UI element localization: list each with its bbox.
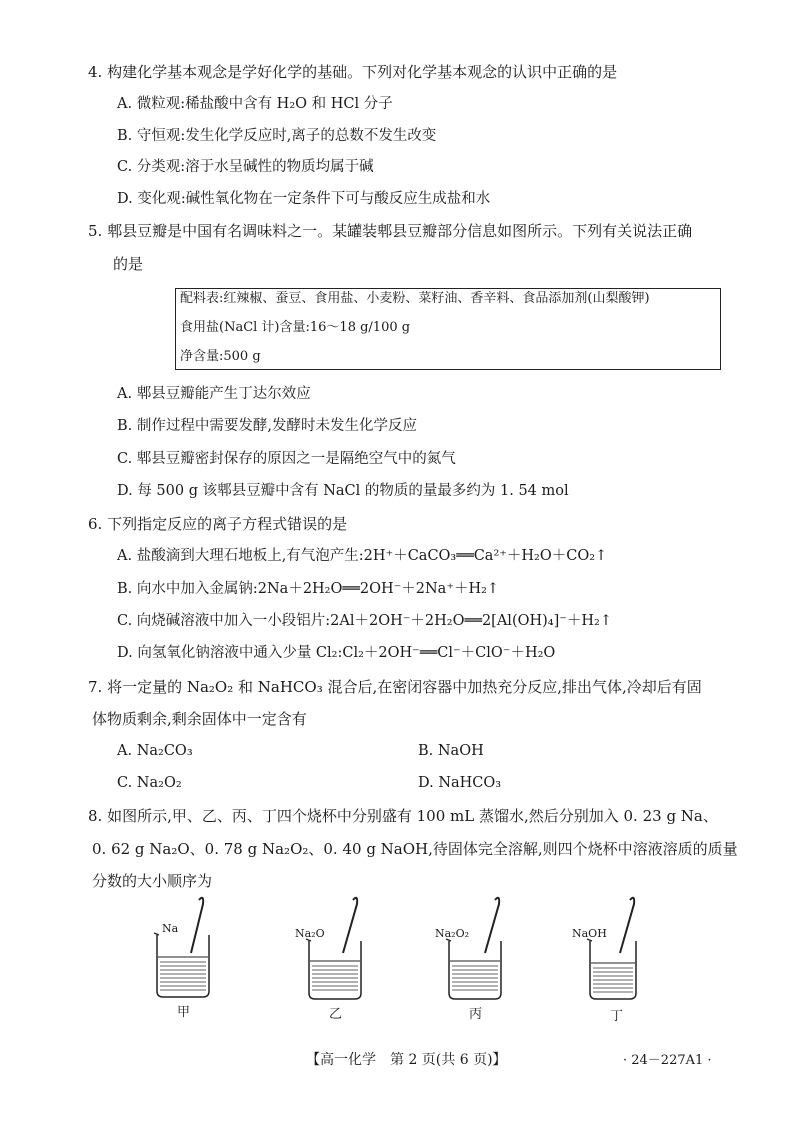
beaker-jia-reagent: Na [162, 922, 179, 935]
q7-option-d: D. NaHCO₃ [418, 775, 502, 791]
q7-stem-line2: 体物质剩余,剩余固体中一定含有 [92, 710, 307, 728]
ingredient-list: 配料表:红辣椒、蚕豆、食用盐、小麦粉、菜籽油、香辛料、食品添加剂(山梨酸钾) [180, 291, 650, 306]
net-content: 净含量:500 g [180, 349, 261, 364]
q5-option-a: A. 郫县豆瓣能产生丁达尔效应 [117, 386, 311, 402]
beaker-ding-drawing [570, 895, 680, 1045]
beaker-bing-label: 丙 [469, 1007, 483, 1022]
q6-stem: 6. 下列指定反应的离子方程式错误的是 [88, 515, 348, 533]
q5-option-c: C. 郫县豆瓣密封保存的原因之一是隔绝空气中的氮气 [117, 451, 456, 467]
beaker-bing [435, 895, 545, 1045]
page-footer-title: 【高一化学 第 2 页(共 6 页)】 [306, 1052, 507, 1068]
beaker-jia [150, 895, 260, 1045]
page-footer-code: · 24－227A1 · [623, 1053, 712, 1068]
q8-stem-line3: 分数的大小顺序为 [92, 872, 213, 890]
q5-option-b: B. 制作过程中需要发酵,发酵时未发生化学反应 [117, 418, 417, 434]
beaker-ding [570, 895, 680, 1045]
q8-stem-line2: 0. 62 g Na₂O、0. 78 g Na₂O₂、0. 40 g NaOH,待固体完全溶解,则四个烧杯中溶液溶质的质量 [92, 840, 738, 858]
beaker-jia-drawing [150, 895, 260, 1045]
q6-option-c: C. 向烧碱溶液中加入一小段铝片:2Al＋2OH⁻＋2H₂O══2[Al(OH)₄]⁻＋H₂↑ [117, 613, 613, 629]
q4-option-a: A. 微粒观:稀盐酸中含有 H₂O 和 HCl 分子 [117, 96, 393, 112]
beaker-bing-reagent: Na₂O₂ [435, 927, 470, 940]
beaker-yi-drawing [295, 895, 405, 1045]
q5-stem-line2: 的是 [113, 255, 144, 273]
beaker-ding-reagent: NaOH [572, 927, 607, 940]
product-info-box [175, 288, 721, 370]
beaker-yi [295, 895, 405, 1045]
q4-option-c: C. 分类观:溶于水呈碱性的物质均属于碱 [117, 159, 374, 175]
beaker-jia-label: 甲 [177, 1005, 191, 1020]
salt-content: 食用盐(NaCl 计)含量:16～18 g/100 g [180, 320, 411, 335]
q7-stem-line1: 7. 将一定量的 Na₂O₂ 和 NaHCO₃ 混合后,在密闭容器中加热充分反应,排出气体,冷却后有固 [88, 678, 702, 696]
q4-stem: 4. 构建化学基本观念是学好化学的基础。下列对化学基本观念的认识中正确的是 [88, 63, 618, 81]
q7-option-b: B. NaOH [418, 743, 484, 759]
q7-option-c: C. Na₂O₂ [117, 775, 182, 791]
q4-option-b: B. 守恒观:发生化学反应时,离子的总数不发生改变 [117, 128, 437, 144]
beaker-yi-label: 乙 [329, 1007, 343, 1022]
beaker-ding-label: 丁 [610, 1009, 624, 1024]
beaker-bing-drawing [435, 895, 545, 1045]
q8-stem-line1: 8. 如图所示,甲、乙、丙、丁四个烧杯中分别盛有 100 mL 蒸馏水,然后分别加入 0. 23 g Na、 [88, 807, 718, 825]
q4-option-d: D. 变化观:碱性氧化物在一定条件下可与酸反应生成盐和水 [117, 191, 491, 207]
q7-option-a: A. Na₂CO₃ [117, 743, 193, 759]
q5-option-d: D. 每 500 g 该郫县豆瓣中含有 NaCl 的物质的量最多约为 1. 54 mol [117, 483, 569, 499]
q6-option-d: D. 向氢氧化钠溶液中通入少量 Cl₂:Cl₂＋2OH⁻══Cl⁻＋ClO⁻＋H₂O [117, 645, 556, 661]
q6-option-a: A. 盐酸滴到大理石地板上,有气泡产生:2H⁺＋CaCO₃══Ca²⁺＋H₂O＋CO₂↑ [117, 548, 608, 564]
q6-option-b: B. 向水中加入金属钠:2Na＋2H₂O══2OH⁻＋2Na⁺＋H₂↑ [117, 581, 500, 597]
q5-stem-line1: 5. 郫县豆瓣是中国有名调味料之一。某罐装郫县豆瓣部分信息如图所示。下列有关说法正确 [88, 222, 693, 240]
beaker-yi-reagent: Na₂O [295, 927, 325, 940]
